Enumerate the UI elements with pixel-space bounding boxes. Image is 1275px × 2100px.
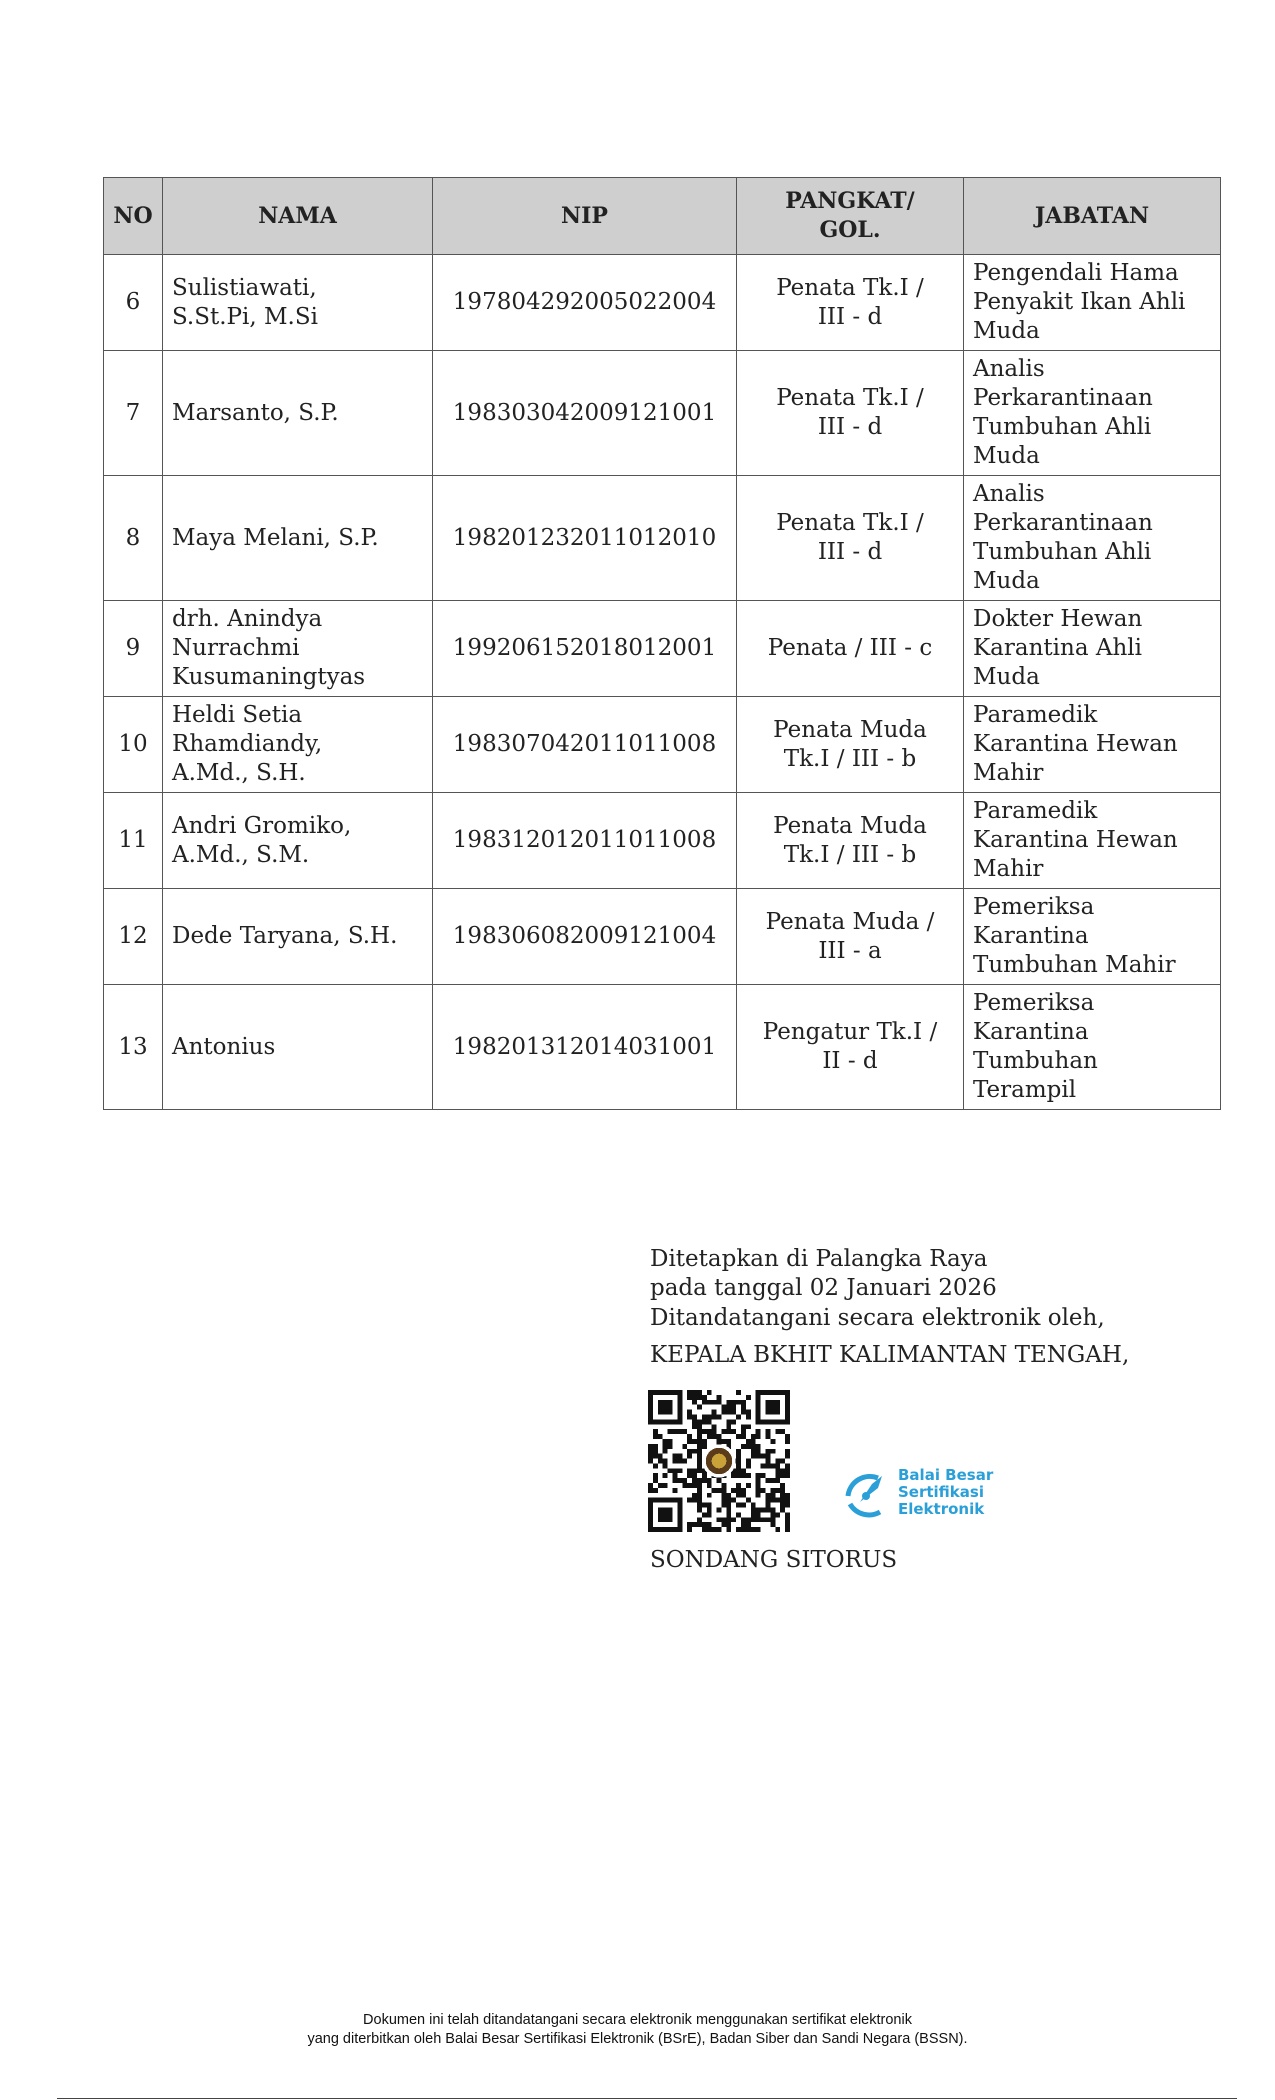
cell-nama: [163, 601, 433, 697]
cell-pangkat-line: III - d: [817, 303, 883, 330]
table-row: [104, 697, 1221, 793]
header-pangkat-line1: PANGKAT/: [785, 188, 915, 214]
signer-name: SONDANG SITORUS: [650, 1547, 898, 1573]
cell-jabatan-line: Muda: [973, 443, 1040, 469]
cell-nip: 197804292005022004: [433, 255, 737, 351]
cell-jabatan-line: Pengendali Hama: [973, 260, 1179, 286]
table-row: [104, 601, 1221, 697]
cell-jabatan-line: Tumbuhan: [973, 1048, 1098, 1074]
cell-jabatan: [964, 793, 1221, 889]
cell-pangkat-line: III - d: [817, 414, 883, 440]
cell-nip: 198312012011011008: [433, 793, 737, 889]
signature-position: KEPALA BKHIT KALIMANTAN TENGAH,: [650, 1342, 1130, 1368]
cell-jabatan-line: Muda: [973, 664, 1040, 690]
cell-nama-line: Sulistiawati,: [172, 274, 317, 301]
cell-jabatan-line: Perkarantinaan: [973, 510, 1153, 536]
cell-jabatan-line: Paramedik: [973, 702, 1098, 728]
cell-jabatan-line: Karantina Hewan: [973, 827, 1178, 853]
cell-pangkat-line: Tk.I / III - b: [783, 841, 917, 868]
cell-pangkat: [737, 601, 964, 697]
header-no: NO: [104, 178, 163, 255]
cell-nama-line: A.Md., S.H.: [172, 760, 306, 786]
bsre-emblem-icon: [848, 1476, 882, 1515]
bsre-logo: [842, 1462, 1012, 1522]
cell-jabatan-line: Muda: [973, 318, 1040, 344]
cell-no: 6: [104, 255, 163, 351]
cell-pangkat-line: Penata Muda: [773, 716, 927, 743]
cell-nama-line: Rhamdiandy,: [172, 731, 323, 757]
cell-nama: [163, 985, 433, 1110]
cell-jabatan-line: Perkarantinaan: [973, 385, 1153, 411]
footer-note: [0, 2011, 1275, 2049]
cell-jabatan-line: Paramedik: [973, 798, 1098, 824]
cell-jabatan-line: Terampil: [973, 1077, 1077, 1103]
bsre-line3: Elektronik: [898, 1500, 985, 1518]
header-pangkat: [737, 178, 964, 255]
cell-nip: 198201312014031001: [433, 985, 737, 1110]
cell-nama-line: Maya Melani, S.P.: [172, 524, 379, 551]
cell-pangkat: [737, 793, 964, 889]
cell-nama-line: drh. Anindya: [172, 606, 323, 632]
table-header-row: [104, 178, 1221, 255]
cell-jabatan: [964, 476, 1221, 601]
cell-jabatan-line: Tumbuhan Ahli: [973, 414, 1152, 440]
cell-no: 9: [104, 601, 163, 697]
header-pangkat-line2: GOL.: [819, 217, 881, 243]
table-row: [104, 255, 1221, 351]
cell-jabatan-line: Karantina: [973, 923, 1089, 949]
officials-table: [103, 177, 1221, 1110]
cell-pangkat-line: II - d: [822, 1048, 878, 1074]
cell-pangkat-line: Penata Tk.I /: [776, 274, 924, 301]
cell-pangkat-line: Penata Muda /: [765, 908, 935, 935]
cell-nama-line: Antonius: [172, 1033, 276, 1060]
header-jabatan: JABATAN: [964, 178, 1221, 255]
cell-nama-line: Andri Gromiko,: [172, 812, 352, 839]
cell-nip: 198307042011011008: [433, 697, 737, 793]
cell-nip: 198306082009121004: [433, 889, 737, 985]
cell-nama-line: A.Md., S.M.: [172, 841, 310, 868]
cell-nama: [163, 697, 433, 793]
table-row: [104, 793, 1221, 889]
cell-no: 10: [104, 697, 163, 793]
cell-no: 8: [104, 476, 163, 601]
header-nama: NAMA: [163, 178, 433, 255]
footer-line2: yang diterbitkan oleh Balai Besar Sertifikasi Elektronik (BSrE), Badan Siber dan Sandi Negara (BSSN).: [307, 2031, 968, 2047]
table-row: [104, 985, 1221, 1110]
cell-pangkat: [737, 889, 964, 985]
cell-nama-line: S.St.Pi, M.Si: [172, 303, 318, 330]
table-row: [104, 889, 1221, 985]
cell-nama-line: Marsanto, S.P.: [172, 399, 339, 426]
cell-nama: [163, 476, 433, 601]
cell-pangkat: [737, 351, 964, 476]
header-nip: NIP: [433, 178, 737, 255]
cell-pangkat: [737, 697, 964, 793]
cell-jabatan-line: Pemeriksa: [973, 894, 1095, 920]
cell-nama: [163, 793, 433, 889]
cell-jabatan-line: Mahir: [973, 760, 1044, 786]
cell-pangkat-line: Penata Tk.I /: [776, 385, 924, 411]
cell-pangkat: [737, 476, 964, 601]
cell-nama-line: Nurrachmi: [172, 635, 300, 661]
cell-jabatan-line: Dokter Hewan: [973, 606, 1143, 632]
cell-jabatan-line: Karantina Hewan: [973, 731, 1178, 757]
cell-jabatan: [964, 351, 1221, 476]
cell-nama-line: Kusumaningtyas: [172, 664, 366, 690]
cell-nama: [163, 889, 433, 985]
cell-pangkat-line: III - d: [817, 539, 883, 565]
cell-pangkat: [737, 255, 964, 351]
cell-no: 7: [104, 351, 163, 476]
cell-jabatan: [964, 889, 1221, 985]
cell-pangkat-line: Penata / III - c: [767, 635, 933, 661]
cell-jabatan: [964, 255, 1221, 351]
signature-block: [650, 1245, 1129, 1370]
footer-line1: Dokumen ini telah ditandatangani secara elektronik menggunakan sertifikat elektronik: [363, 2012, 912, 2028]
table-body: [104, 255, 1221, 1110]
cell-jabatan-line: Mahir: [973, 856, 1044, 882]
cell-nama-line: Heldi Setia: [172, 702, 303, 728]
signature-place: Ditetapkan di Palangka Raya: [650, 1246, 988, 1272]
cell-jabatan: [964, 697, 1221, 793]
cell-jabatan-line: Tumbuhan Mahir: [973, 952, 1176, 978]
cell-nama-line: Dede Taryana, S.H.: [172, 923, 398, 949]
footer-divider: [57, 2098, 1237, 2099]
table-row: [104, 351, 1221, 476]
signature-signed-by: Ditandatangani secara elektronik oleh,: [650, 1305, 1105, 1331]
cell-jabatan: [964, 985, 1221, 1110]
qr-code-icon: [648, 1390, 790, 1532]
signature-date: pada tanggal 02 Januari 2026: [650, 1275, 997, 1301]
cell-no: 12: [104, 889, 163, 985]
cell-jabatan-line: Penyakit Ikan Ahli: [973, 289, 1186, 315]
cell-no: 11: [104, 793, 163, 889]
cell-pangkat-line: Penata Muda: [773, 812, 927, 839]
cell-nama: [163, 255, 433, 351]
cell-pangkat: [737, 985, 964, 1110]
cell-jabatan-line: Tumbuhan Ahli: [973, 539, 1152, 565]
bsre-line2: Sertifikasi: [898, 1483, 984, 1501]
cell-jabatan-line: Muda: [973, 568, 1040, 594]
cell-jabatan-line: Analis: [973, 356, 1045, 382]
cell-jabatan-line: Analis: [973, 481, 1045, 507]
cell-jabatan-line: Karantina Ahli: [973, 635, 1142, 661]
cell-nama: [163, 351, 433, 476]
bsre-line1: Balai Besar: [898, 1466, 994, 1484]
cell-nip: 198303042009121001: [433, 351, 737, 476]
cell-jabatan: [964, 601, 1221, 697]
cell-nip: 199206152018012001: [433, 601, 737, 697]
table-row: [104, 476, 1221, 601]
cell-nip: 198201232011012010: [433, 476, 737, 601]
cell-pangkat-line: Pengatur Tk.I /: [762, 1019, 938, 1045]
cell-pangkat-line: Tk.I / III - b: [783, 745, 917, 772]
cell-no: 13: [104, 985, 163, 1110]
cell-jabatan-line: Pemeriksa: [973, 990, 1095, 1016]
cell-pangkat-line: Penata Tk.I /: [776, 510, 924, 536]
cell-pangkat-line: III - a: [818, 937, 882, 964]
cell-jabatan-line: Karantina: [973, 1019, 1089, 1045]
